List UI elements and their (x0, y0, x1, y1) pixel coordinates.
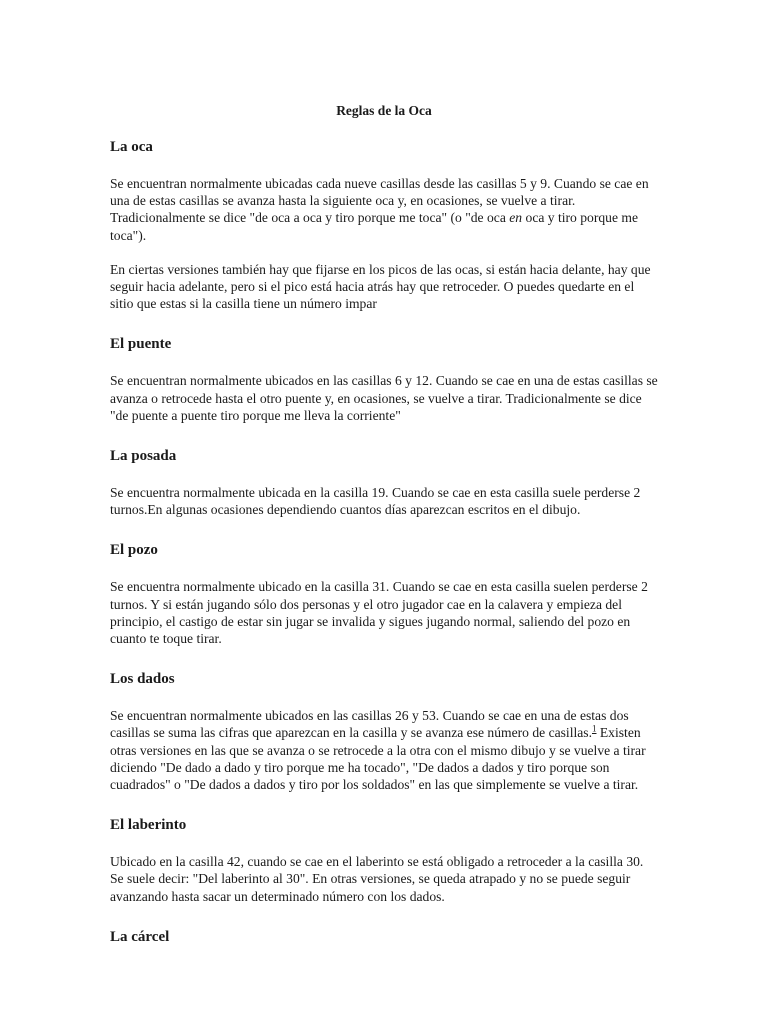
section-la-posada (110, 446, 660, 518)
section-los-dados (110, 669, 660, 793)
section-la-carcel (110, 927, 660, 947)
paragraph-la-oca-1: Se encuentran normalmente ubicadas cada nueve casillas desde las casillas 5 y 9. Cuando se cae en una de estas casillas se avanza hasta la siguiente oca y, en ocasiones, se vuelve a tirar. Tradicionalmente se dice "de oca a oca y tiro porque me toca" (o "de oca en oca y tiro porque me toca"). (110, 176, 649, 243)
section-el-puente (110, 334, 660, 424)
document-body (110, 137, 660, 965)
paragraph-el-laberinto: Ubicado en la casilla 42, cuando se cae en el laberinto se está obligado a retroceder a la casilla 30. Se suele decir: "Del laberinto al 30". En otras versiones, se queda atrapado y no se puede seguir avanzando hasta sacar un determinado número con los dados. (110, 854, 644, 904)
paragraph-el-puente: Se encuentran normalmente ubicados en las casillas 6 y 12. Cuando se cae en una de estas casillas se avanza o retrocede hasta el otro puente y, en ocasiones, se vuelve a tirar. Tradicionalmente se dice "de puente a puente tiro porque me lleva la corriente" (110, 373, 658, 423)
heading-la-oca: La oca (110, 139, 153, 155)
heading-el-laberinto: El laberinto (110, 817, 187, 834)
heading-la-posada: La posada (110, 448, 177, 465)
paragraph-el-pozo: Se encuentra normalmente ubicado en la casilla 31. Cuando se cae en esta casilla suelen perderse 2 turnos. Y si están jugando sólo dos personas y el otro jugador cae en la calavera y empieza del principio, el castigo de estar sin jugar se invalida y sigues jugando normal, saliendo del pozo en cuanto te toque tirar. (110, 579, 648, 647)
heading-el-puente: El puente (110, 336, 172, 353)
paragraph-la-oca-2: En ciertas versiones también hay que fijarse en los picos de las ocas, si están hacia delante, hay que seguir hacia adelante, pero si el pico está hacia atrás hay que retroceder. O puedes quedarte en el sitio que estas si la casilla tiene un número impar (110, 261, 651, 312)
paragraph-la-posada: Se encuentra normalmente ubicada en la casilla 19. Cuando se cae en esta casilla suele perderse 2 turnos.En algunas ocasiones dependiendo cuantos días aparezcan escritos en el dibujo. (110, 485, 641, 518)
emphasis-en: en (509, 210, 523, 226)
heading-la-carcel: La cárcel (110, 928, 170, 945)
heading-el-pozo: El pozo (110, 542, 158, 559)
paragraph-los-dados: Se encuentran normalmente ubicados en las casillas 26 y 53. Cuando se cae en una de estas dos casillas se suma las cifras que aparezcan en la casilla y se avanza ese número de casillas.$^1$ Existen otras versiones en las que se avanza o se retrocede a la otra con el mismo dibujo y se vuelve a tirar diciendo "De dado a dado y tiro porque me ha tocado", "De dados a dados y tiro porque son cuadrados" o "De dados a dados y tiro por los soldados" en las que simplemente se vuelve a tirar. (110, 708, 646, 793)
section-la-oca (110, 137, 660, 312)
document-title: Reglas de la Oca (336, 103, 432, 118)
heading-los-dados: Los dados (110, 671, 175, 688)
footnote-link[interactable]: 1 (591, 723, 597, 734)
section-el-pozo (110, 540, 660, 647)
section-el-laberinto (110, 815, 660, 905)
